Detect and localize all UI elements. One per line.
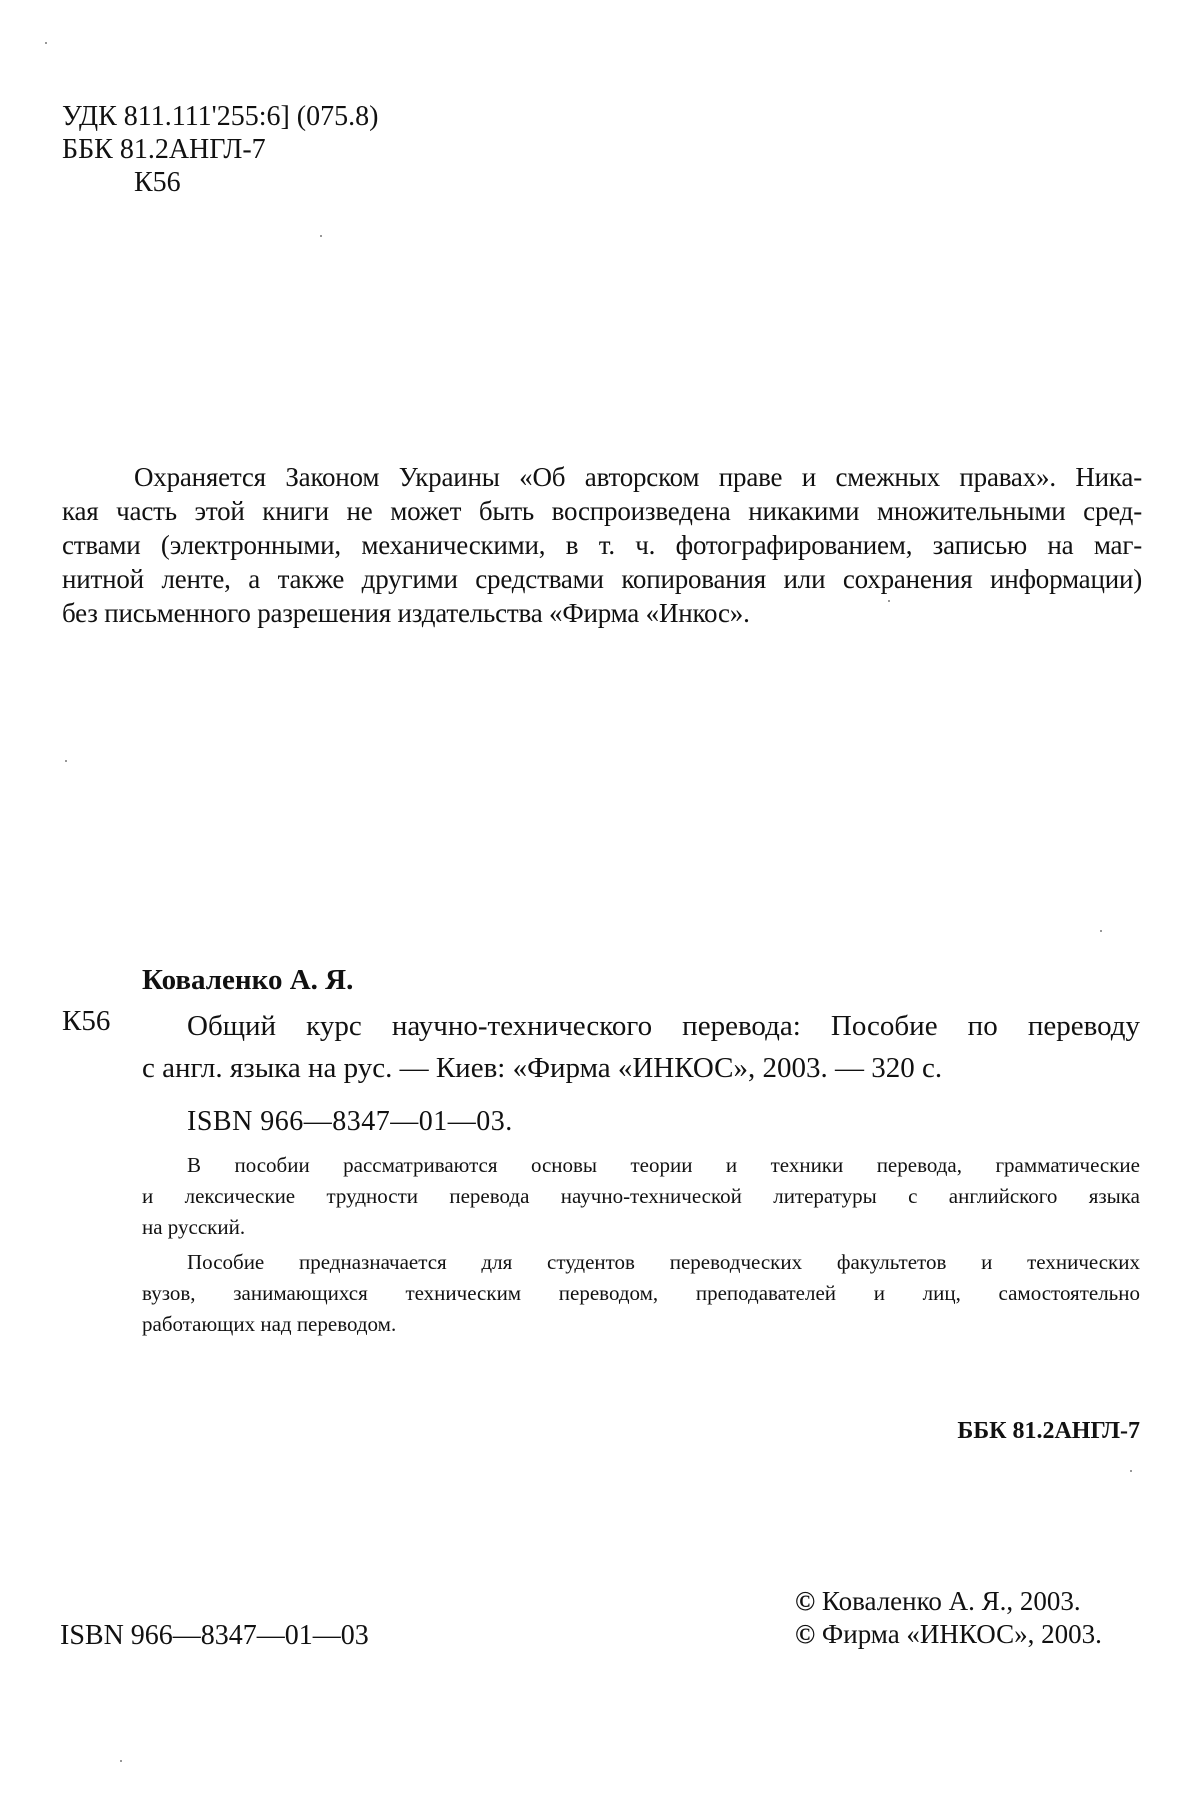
copyright-text: Фирма «ИНКОС», 2003.: [821, 1619, 1102, 1649]
classification-block: [62, 100, 378, 199]
notice-line: Охраняется Законом Украины «Об авторском праве и смежных правах». Ника-: [134, 462, 1142, 492]
bbk-code: ББК 81.2АНГЛ-7: [62, 134, 266, 165]
entry-author-mark: К56: [62, 1005, 111, 1037]
annotation-paragraph-2: [142, 1247, 1140, 1340]
annotation-line: и лексические трудности перевода научно-технической литературы с английского языка: [142, 1184, 1140, 1208]
copyright-text: Коваленко А. Я., 2003.: [821, 1586, 1081, 1616]
annotation-line: В пособии рассматриваются основы теории и техники перевода, грамматические: [187, 1153, 1140, 1177]
annotation-paragraph-1: [142, 1150, 1140, 1243]
annotation-line: Пособие предназначается для студентов переводческих факультетов и технических: [187, 1250, 1140, 1274]
annotation-line: на русский.: [142, 1215, 246, 1239]
annotation-line: работающих над переводом.: [142, 1312, 397, 1336]
annotation-line: вузов, занимающихся техническим переводом, преподавателей и лиц, самостоятельно: [142, 1281, 1140, 1305]
author-mark: К56: [134, 167, 181, 198]
scan-speck: [65, 760, 67, 762]
scan-speck: [45, 42, 47, 44]
copyright-author: [795, 1585, 1102, 1618]
scan-speck: [888, 600, 890, 602]
author-name: Коваленко А. Я.: [142, 964, 354, 996]
entry-isbn: ISBN 966—8347—01—03.: [187, 1106, 513, 1137]
copyright-icon: ©: [795, 1619, 816, 1649]
isbn-bottom: ISBN 966—8347—01—03: [60, 1620, 369, 1651]
book-title: [142, 1005, 1140, 1089]
notice-line: без письменного разрешения издательства «Фирма «Инкос».: [62, 598, 750, 628]
notice-line: нитной ленте, а также другими средствами копирования или сохранения информации): [62, 564, 1142, 594]
scan-speck: [1100, 930, 1102, 932]
bbk-code-bottom: ББК 81.2АНГЛ-7: [957, 1418, 1140, 1444]
scan-speck: [1130, 1470, 1132, 1472]
title-line: Общий курс научно-технического перевода: Пособие по переводу: [187, 1010, 1140, 1042]
copyright-publisher: [795, 1618, 1102, 1651]
notice-line: ствами (электронными, механическими, в т. ч. фотографированием, записью на маг-: [62, 530, 1142, 560]
scan-speck: [120, 1760, 122, 1762]
notice-line: кая часть этой книги не может быть воспроизведена никакими множительными сред-: [62, 496, 1142, 526]
copyright-lines: [795, 1585, 1102, 1651]
copyright-icon: ©: [795, 1586, 816, 1616]
udk-code: УДК 811.111'255:6] (075.8): [62, 101, 379, 132]
title-line: с англ. языка на рус. — Киев: «Фирма «ИНКОС», 2003. — 320 с.: [142, 1052, 943, 1084]
copyright-notice: [62, 460, 1142, 630]
scan-speck: [320, 235, 322, 237]
